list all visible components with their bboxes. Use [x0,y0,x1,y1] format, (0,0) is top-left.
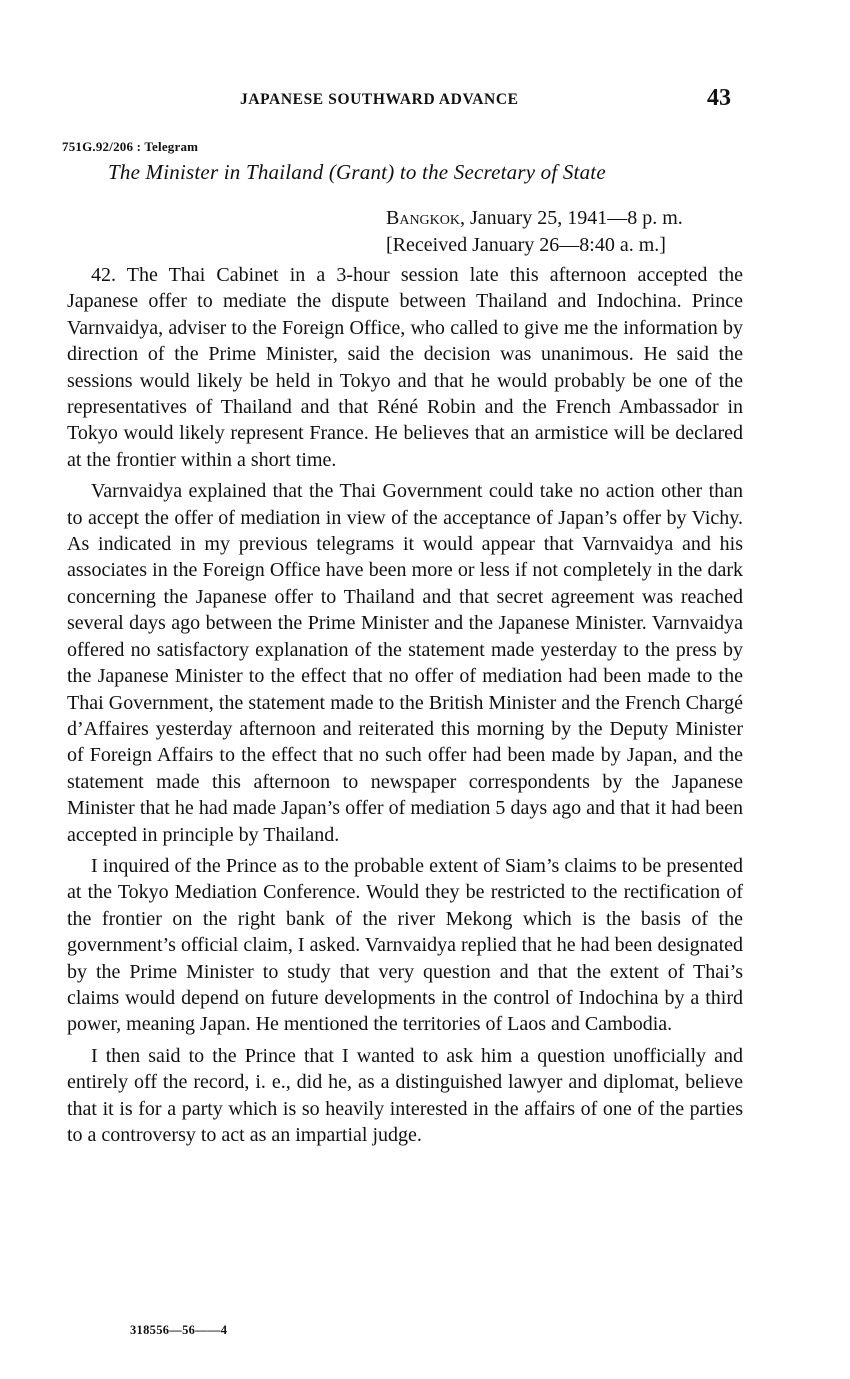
paragraph-2: Varnvaidya explained that the Thai Government could take no action other than to accept the offer of mediation in view of the acceptance of Japan’s offer by Vichy. As indicated in my previous telegrams it would appear that Varnvaidya and his associates in the Foreign Office have been more or less if not completely in the dark concerning the Japanese offer to Thailand and that secret agreement was reached several days ago between the Prime Minister and the Japanese Minister. Varnvaidya offered no satisfactory explanation of the statement made yesterday to the press by the Japanese Minister to the effect that no offer of mediation had been made to the Thai Government, the statement made to the British Minister and the French Chargé d’Affaires yesterday afternoon and reiterated this morning by the Deputy Minister of Foreign Affairs to the effect that no such offer had been made by Japan, and the statement made this afternoon to newspaper correspondents by the Japanese Minister that he had made Japan’s offer of mediation 5 days ago and that it had been accepted in principle by Thailand. [67,480,743,846]
dateline-sent [386,205,683,232]
telegram-body [67,262,743,1153]
running-header [0,85,850,121]
paragraph-3: I inquired of the Prince as to the probable extent of Siam’s claims to be presented at the Tokyo Mediation Conference. Would they be restricted to the rectification of the frontier on the right bank of the river Mekong which is the basis of the government’s official claim, I asked. Varnvaidya replied that he had been designated by the Prime Minister to study that very question and that the extent of Thai’s claims would depend on future developments in the control of Indochina by a third power, meaning Japan. He mentioned the territories of Laos and Cambodia. [67,854,743,1036]
print-code: 318556—56——4 [130,1323,228,1337]
page-number: 43 [707,85,731,111]
paragraph-4: I then said to the Prince that I wanted to ask him a question unofficially and entirely off the record, i. e., did he, as a distinguished lawyer and diplomat, believe that it is for a party which is so heavily interested in the affairs of one of the parties to a controversy to act as an impartial judge. [67,1044,743,1146]
dateline [386,205,683,259]
dateline-received: [Received January 26—8:40 a. m.] [386,234,666,256]
file-reference: 751G.92/206 : Telegram [62,139,199,154]
dateline-sent-time: January 25, 1941—8 p. m. [465,207,683,229]
document-heading: The Minister in Thailand (Grant) to the Secretary of State [108,160,606,184]
dateline-place: Bangkok, [386,207,466,229]
running-title: JAPANESE SOUTHWARD ADVANCE [240,91,519,108]
paragraph-1: 42. The Thai Cabinet in a 3-hour session late this afternoon accepted the Japanese offer to mediate the dispute between Thailand and Indochina. Prince Varnvaidya, adviser to the Foreign Office, who called to give me the information by direction of the Prime Minister, said the decision was unanimous. He said the sessions would likely be held in Tokyo and that he would probably be one of the representatives of Thailand and that Réné Robin and the French Ambassador in Tokyo would likely represent France. He believes that an armistice will be declared at the frontier within a short time. [67,264,743,471]
